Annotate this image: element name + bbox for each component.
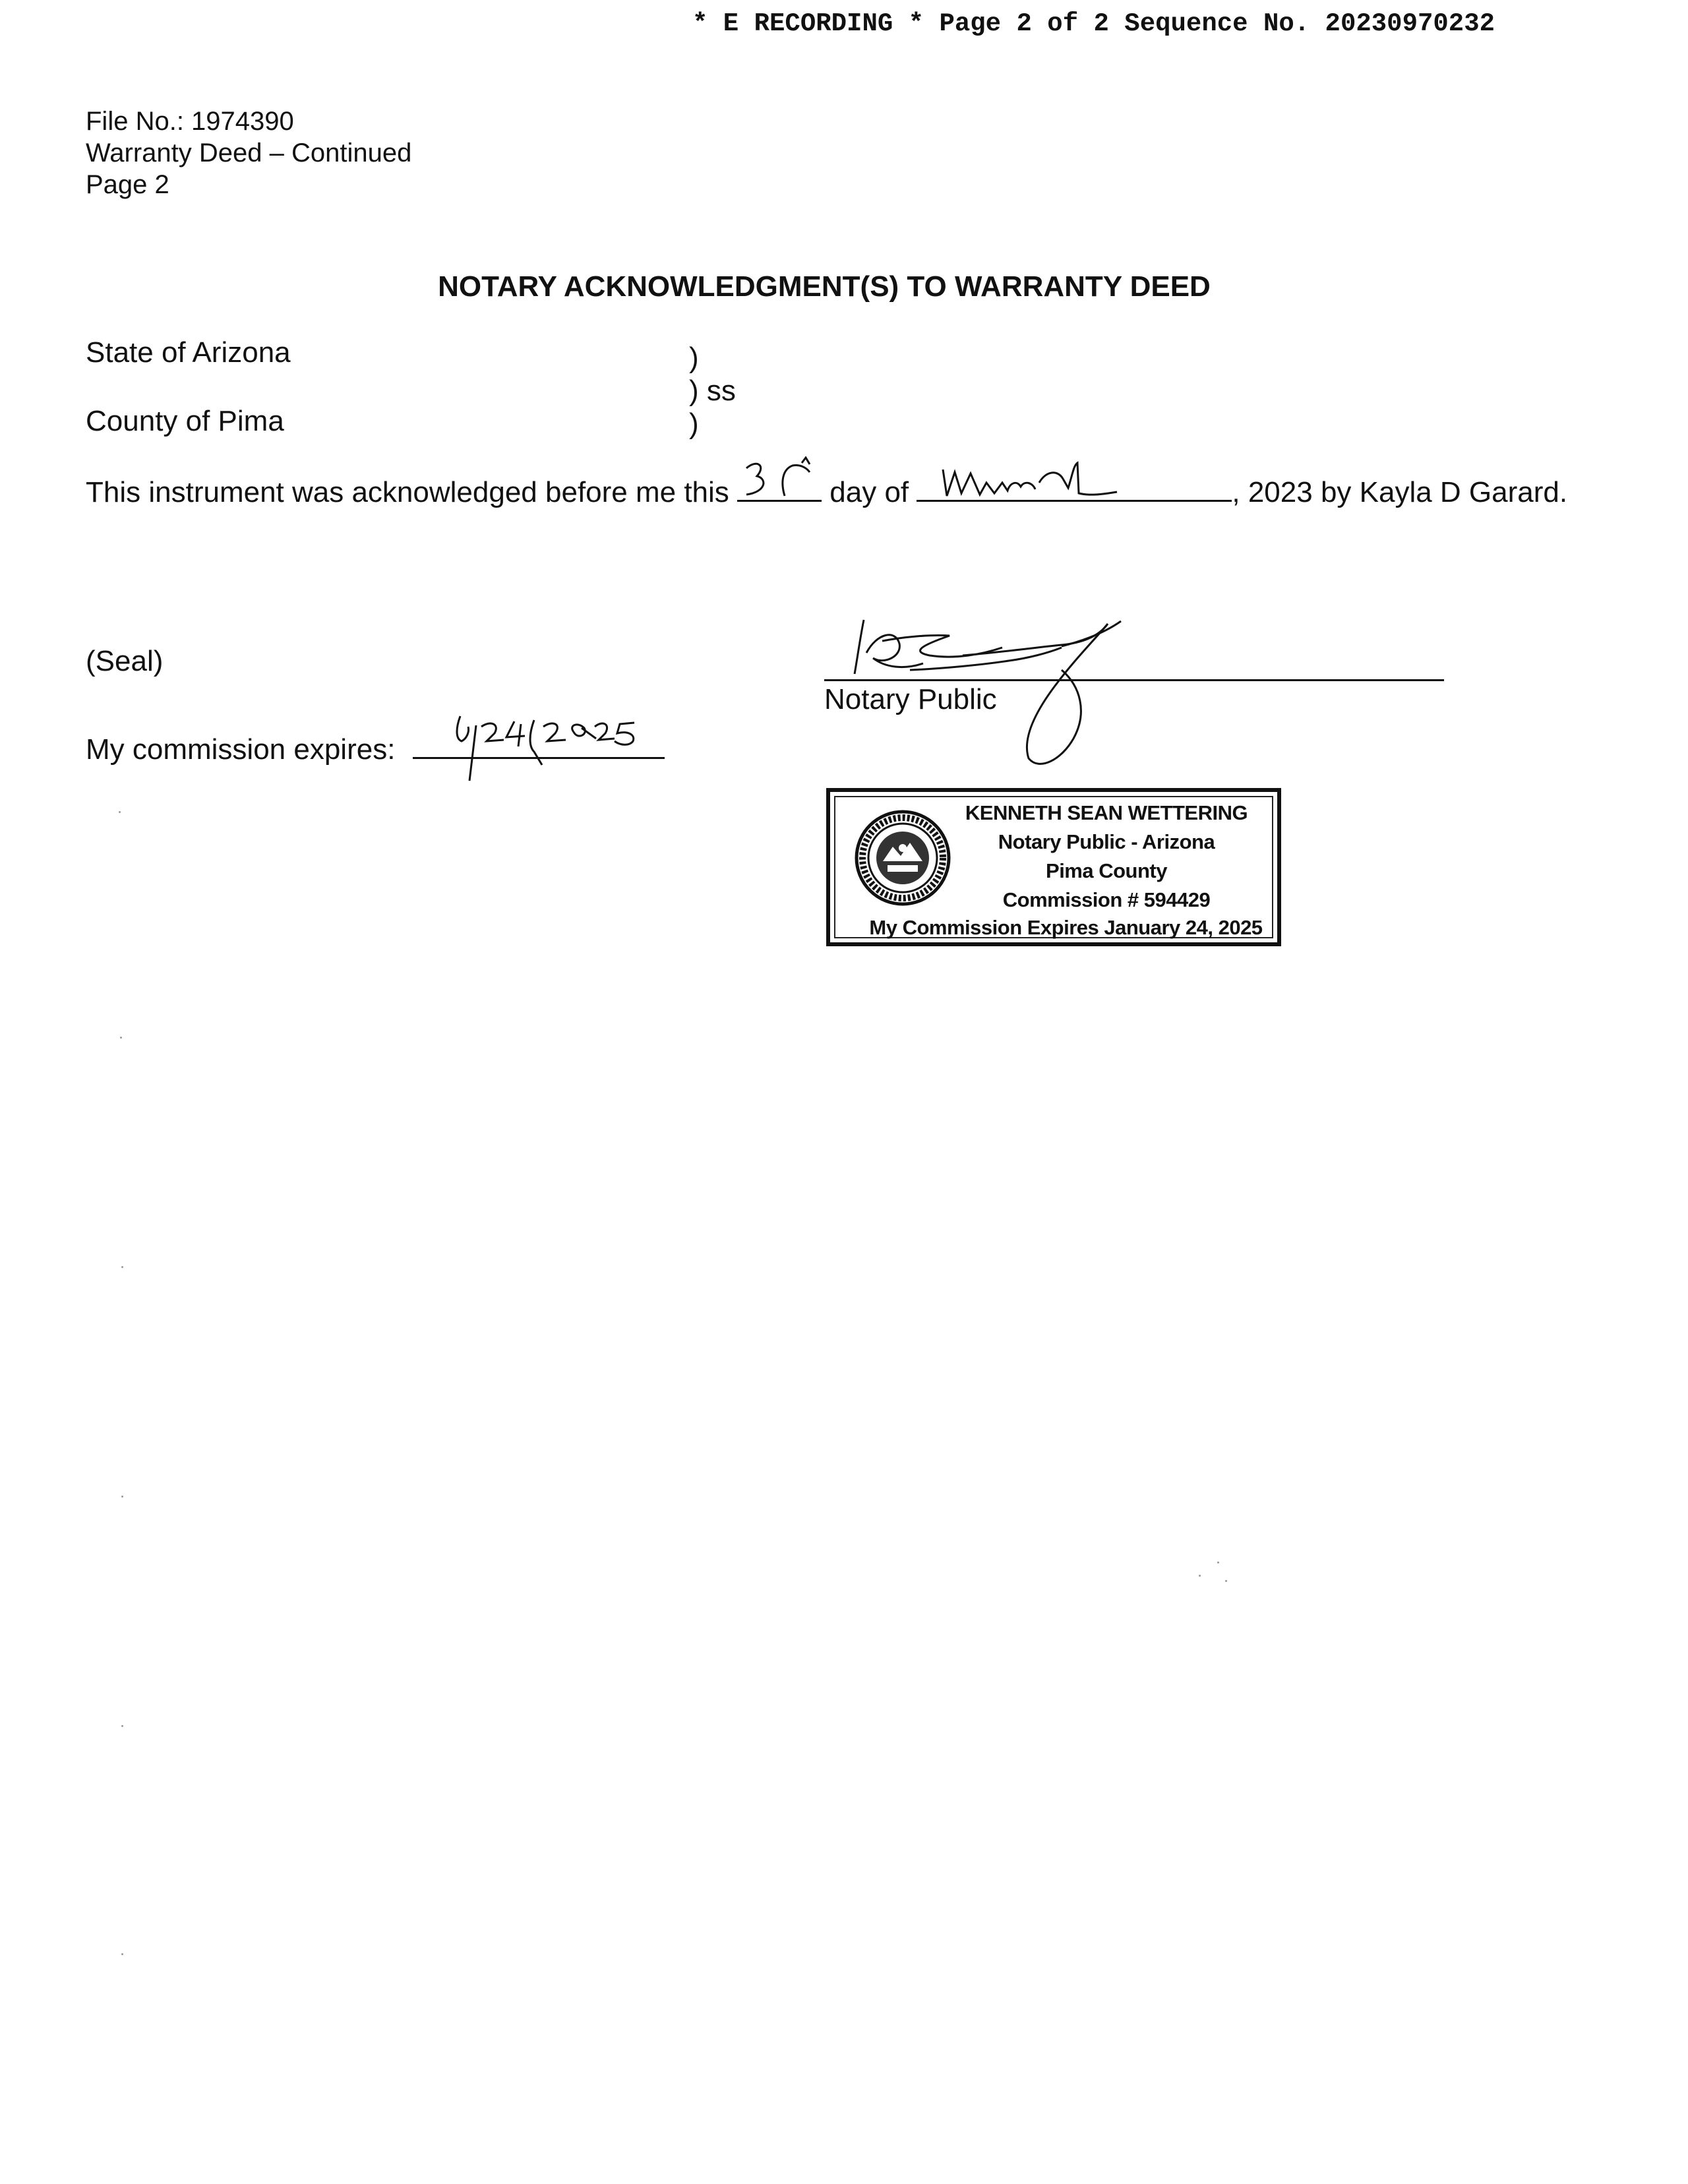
page-label: Page 2 — [86, 170, 169, 199]
scan-speck — [121, 1725, 123, 1727]
document-title: NOTARY ACKNOWLEDGMENT(S) TO WARRANTY DEED — [438, 270, 1211, 303]
notary-stamp-county: Pima County — [1046, 859, 1167, 882]
notary-public-label: Notary Public — [824, 683, 997, 715]
commission-expires-label: My commission expires: — [86, 733, 396, 766]
notary-stamp — [826, 788, 1281, 946]
acknowledgment-paragraph — [86, 473, 1576, 510]
notary-signature-line — [824, 679, 1444, 681]
scan-speck — [1225, 1580, 1227, 1582]
ack-text-before-day: This instrument was acknowledged before me this — [86, 476, 729, 508]
scan-speck — [121, 1953, 123, 1955]
notary-stamp-expiration: My Commission Expires January 24, 2025 — [869, 916, 1263, 939]
scan-speck — [1199, 1575, 1201, 1577]
state-label: State of Arizona — [86, 336, 291, 369]
scan-speck — [1217, 1562, 1219, 1563]
handwritten-month-mark — [917, 456, 1232, 502]
scan-speck — [119, 811, 121, 813]
commission-expires-row — [86, 731, 665, 766]
venue-paren-ss: ) ss — [689, 375, 736, 407]
notary-stamp-title: Notary Public - Arizona — [998, 830, 1215, 853]
seal-label: (Seal) — [86, 645, 164, 677]
handwritten-day-mark — [737, 456, 822, 502]
file-info-block — [86, 106, 411, 200]
scan-speck — [121, 1496, 123, 1498]
notary-stamp-name: KENNETH SEAN WETTERING — [965, 801, 1248, 824]
file-number: File No.: 1974390 — [86, 107, 294, 136]
handwritten-commission-date — [413, 712, 665, 785]
ack-text-day-of: day of — [829, 476, 909, 508]
notary-stamp-text — [942, 799, 1271, 915]
scan-speck — [120, 1037, 122, 1039]
venue-paren-1: ) — [689, 342, 699, 374]
county-label: County of Pima — [86, 405, 284, 437]
scan-speck — [121, 1266, 123, 1268]
month-blank-handwritten — [917, 473, 1232, 502]
day-blank-handwritten — [737, 473, 822, 502]
recording-header: * E RECORDING * Page 2 of 2 Sequence No. 20230970232 — [692, 9, 1495, 38]
ack-text-after-month: , 2023 by Kayla D Garard. — [1232, 476, 1568, 508]
notary-stamp-commission-number: Commission # 594429 — [1002, 888, 1211, 911]
arizona-state-seal-icon — [853, 808, 952, 907]
commission-date-blank-handwritten — [413, 731, 665, 759]
document-continued-label: Warranty Deed – Continued — [86, 138, 412, 167]
venue-paren-3: ) — [689, 408, 699, 440]
